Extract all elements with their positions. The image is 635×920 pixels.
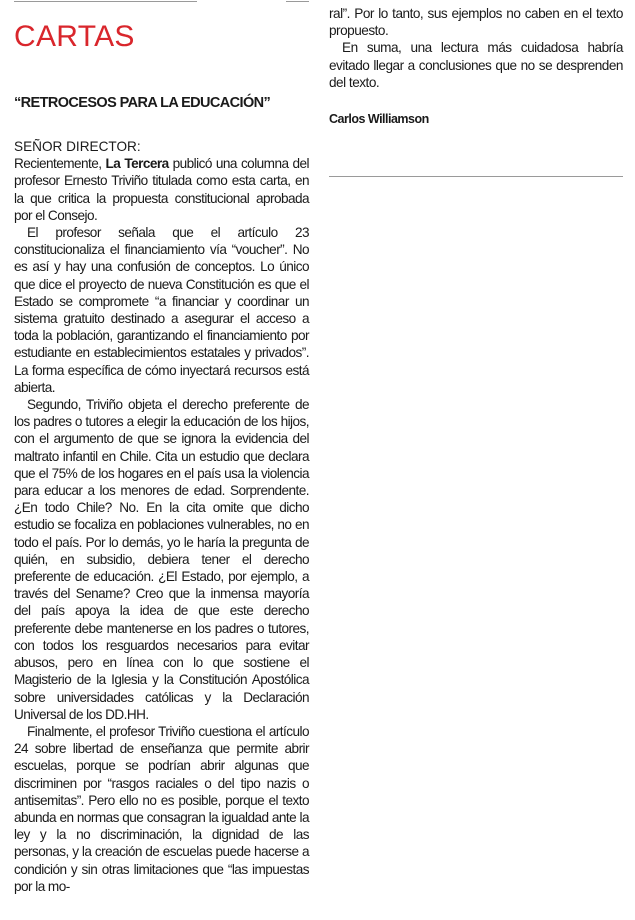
letter-body-right (329, 5, 623, 91)
paragraph-1 (14, 155, 309, 224)
letter-column-right (329, 5, 623, 127)
paragraph-1-lead: Recientemente, (14, 156, 106, 172)
paragraph-4-start: Finalmente, el profesor Triviño cuestiona el artículo 24 sobre libertad de enseñanza que permite abrir escuelas, porque se podrían abrir algunas que discriminen por “rasgos raciales o del tipo nazis o antisemitas”. Pero ello no es posible, porque el texto abunda en normas que consagran la igualdad ante la ley y la no discriminación, la dignidad de las personas, y la creación de escuelas puede hacerse a condición y sin otras limitaciones que “las impuestas por la mo- (14, 723, 309, 894)
letter-headline: “RETROCESOS PARA LA EDUCACIÓN” (14, 95, 271, 111)
paragraph-4-end: ral”. Por lo tanto, sus ejemplos no caben en el texto propuesto. (329, 6, 623, 39)
right-column-bottom-rule (329, 176, 623, 177)
salutation: SEÑOR DIRECTOR: (14, 139, 141, 154)
paragraph-2: El profesor señala que el artículo 23 constitucionaliza el financiamiento vía “voucher”. No es así y hay una confusión de conceptos. Lo único que dice el proyecto de nueva Constitución es que el Estado se compromete “a financiar y coordinar un sistema gratuito destinado a asegurar el acceso a toda la población, garantizando el financiamiento por estudiante en establecimientos estatales y privados”. La forma específica de cómo inyectará recursos está abierta. (14, 225, 309, 395)
letter-body-left (14, 155, 309, 895)
letter-column-left (14, 22, 309, 895)
section-title: CARTAS (14, 20, 135, 53)
author-signature: Carlos Williamson (329, 112, 429, 127)
paragraph-1-rest: publicó una columna del profesor Ernesto Triviño titulada como esta carta, en la que critica la propuesta constitucional aprobada por el Consejo. (14, 156, 309, 223)
paragraph-3: Segundo, Triviño objeta el derecho preferente de los padres o tutores a elegir la educación de los hijos, con el argumento de que se ignora la evidencia del maltrato infantil en Chile. Cita un estudio que declara que el 75% de los hogares en el país usa la violencia para educar a los menores de edad. Sorprendente. ¿En todo Chile? No. En la cita omite que dicho estudio se focaliza en poblaciones vulnerables, no en todo el país. Por lo demás, yo le haría la pregunta de quién, en subsidio, debiera tener el derecho preferente de educación. ¿El Estado, por ejemplo, a través del Sename? Creo que la inmensa mayoría del país apoya la idea de que este derecho preferente debe mantenerse en los padres o tutores, con todos los resguardos necesarios para evitar abusos, pero en línea con lo que sostiene el Magisterio de la Iglesia y la Constitución Apostólica sobre universidades católicas y la Declaración Universal de los DD.HH. (14, 397, 309, 722)
paragraph-5: En suma, una lectura más cuidadosa habría evitado llegar a conclusiones que no se desprenden del texto. (329, 40, 623, 90)
top-rule-left (14, 1, 197, 2)
top-rule-right (286, 1, 309, 2)
newspaper-name: La Tercera (105, 156, 169, 172)
